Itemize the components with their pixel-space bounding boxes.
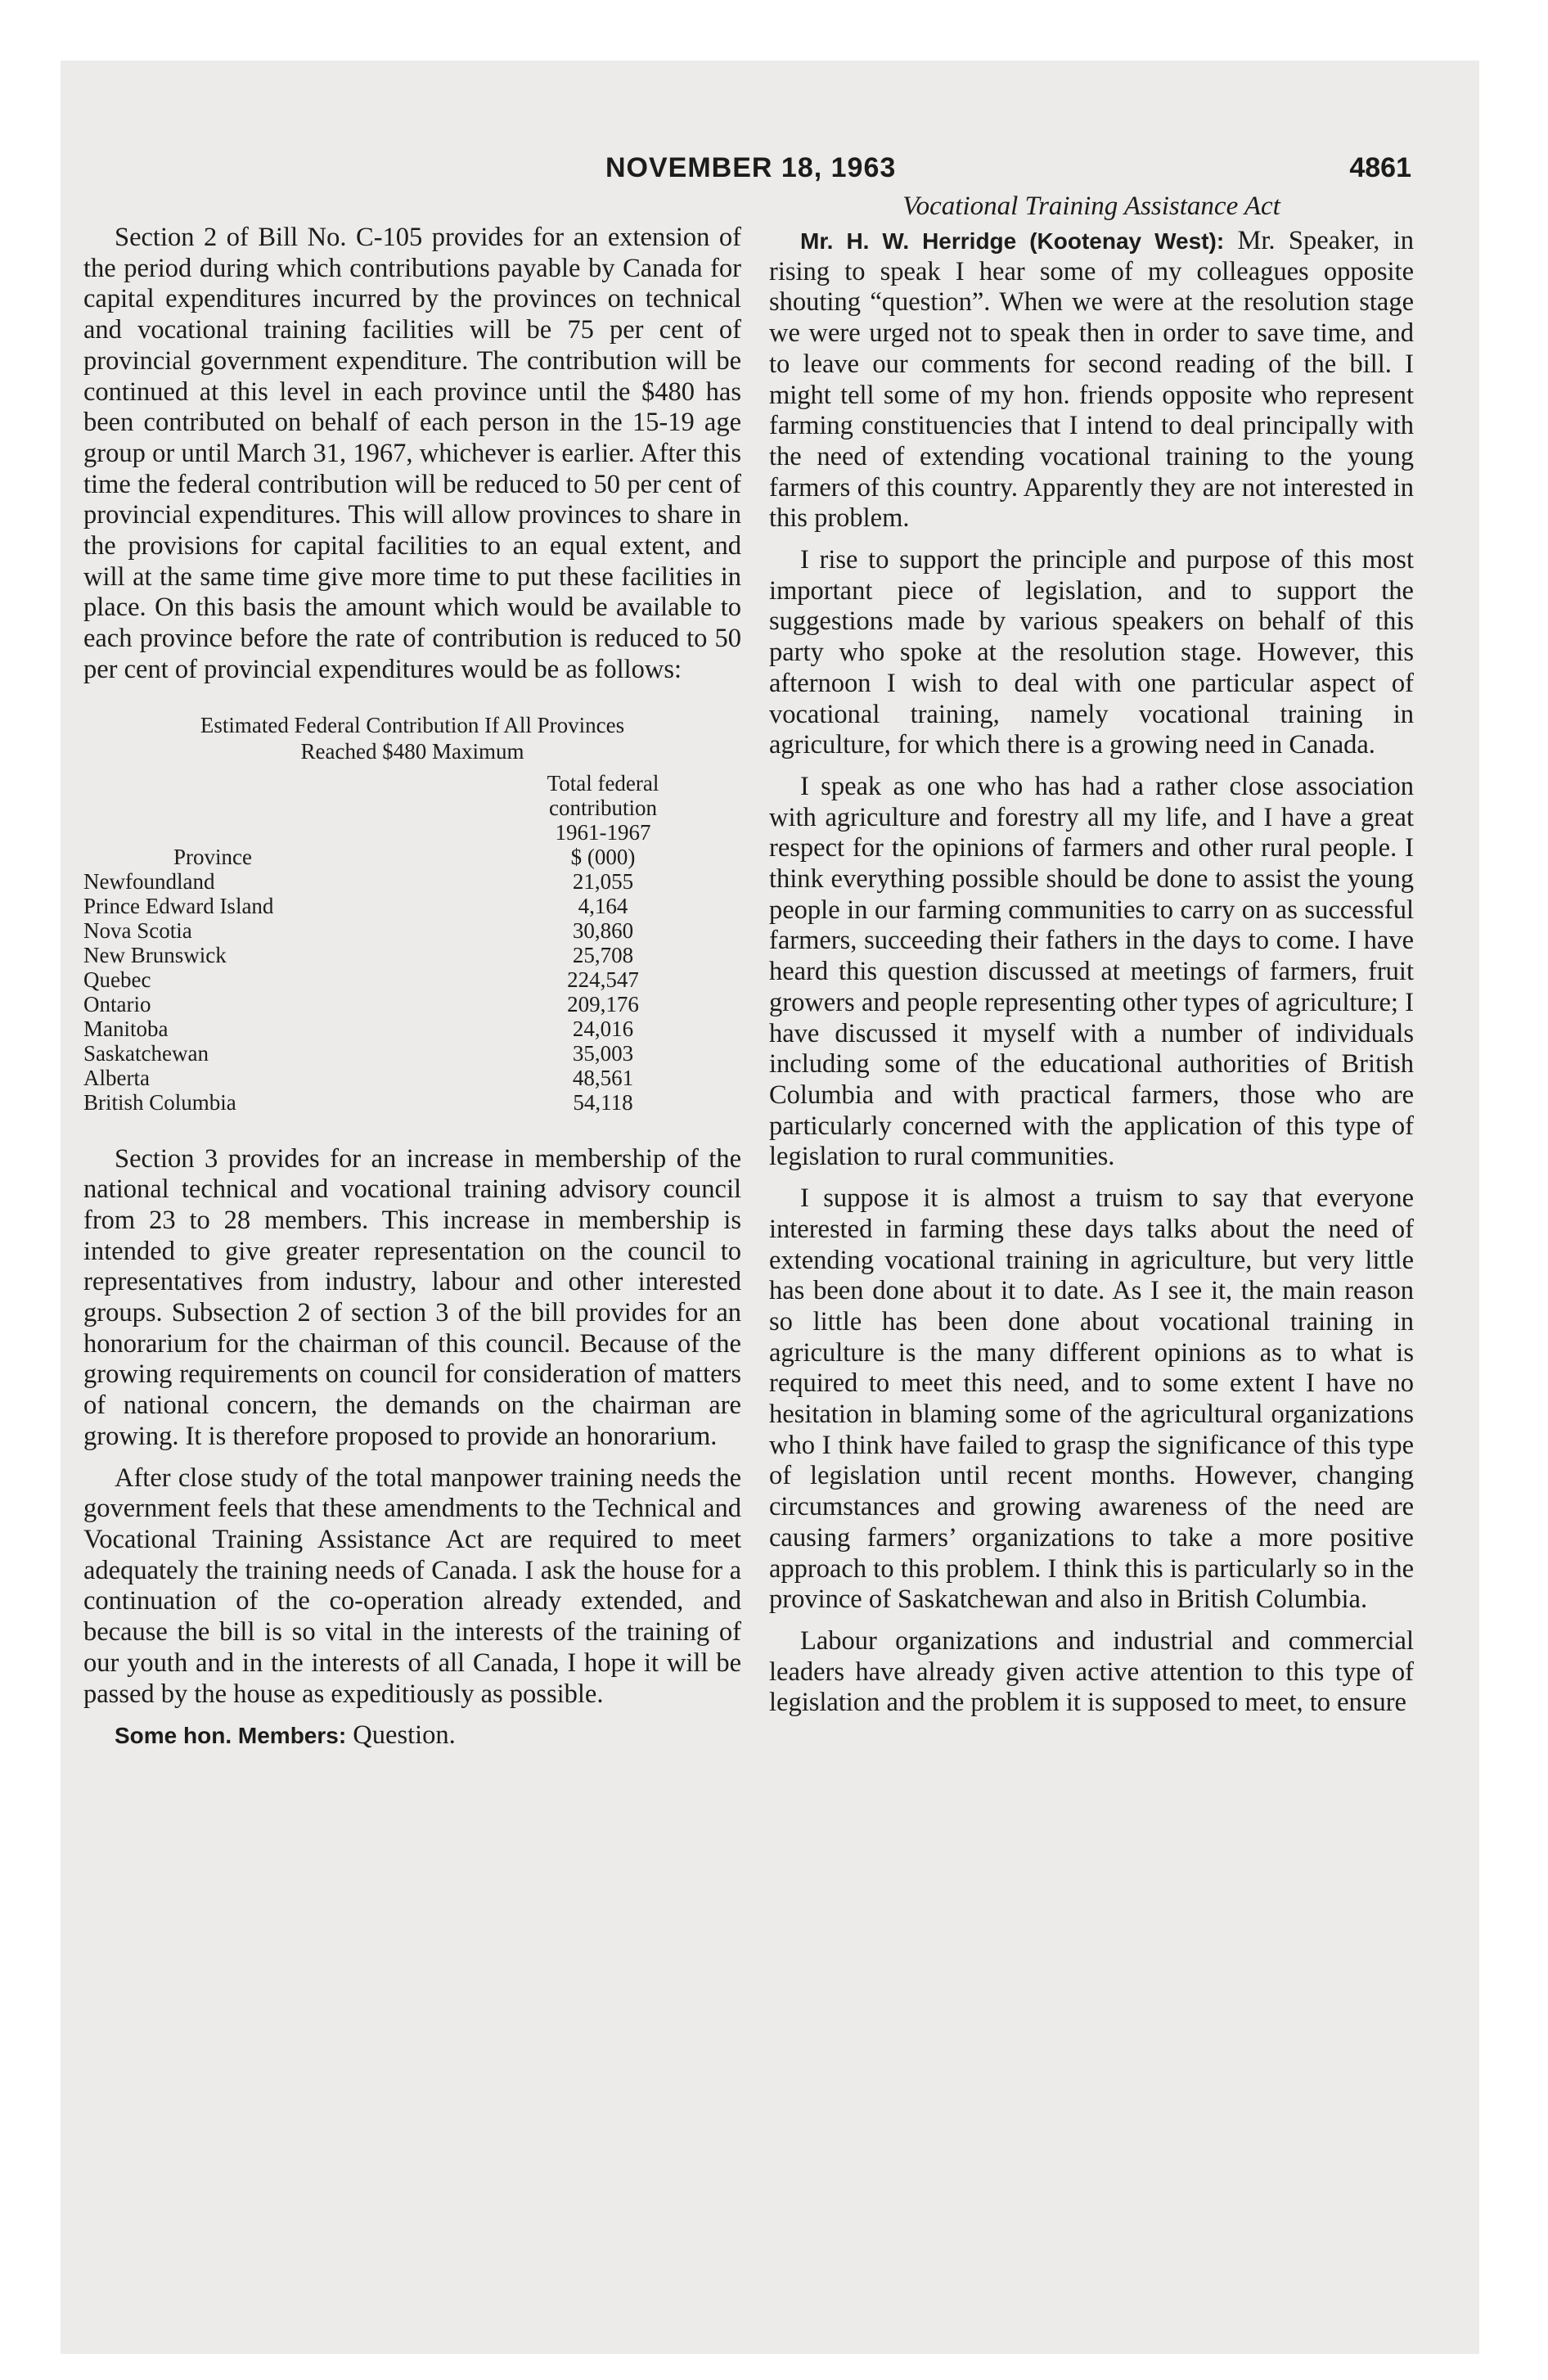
province-value: 24,016 [572, 1016, 634, 1041]
speaker-name: Some hon. Members: [115, 1723, 347, 1749]
header-date: NOVEMBER 18, 1963 [605, 152, 897, 183]
province-value: 48,561 [572, 1065, 634, 1090]
column-header-province: Province [173, 844, 252, 869]
table-title-line-2: Reached $480 Maximum [300, 738, 524, 764]
table-row [83, 992, 705, 1016]
page-number: 4861 [1349, 152, 1411, 183]
table-title [83, 712, 741, 764]
province-name: Quebec [83, 967, 151, 992]
table-row [83, 1041, 705, 1066]
province-value: 25,708 [572, 942, 634, 967]
province-name: Saskatchewan [83, 1040, 209, 1066]
right-paragraph-2: I rise to support the principle and purpose of this most important piece of legislation, and to support the suggestions made by various speakers on behalf of this party who spoke at the resolution stage. However, this afternoon I wish to deal with one particular aspect of vocational training, namely vocational training in agriculture, for which there is a growing need in Canada. [769, 545, 1414, 760]
table-title-line-1: Estimated Federal Contribution If All Provinces [200, 712, 625, 737]
left-paragraph-3: After close study of the total manpower training needs the government feels that these amendments to the Technical and Vocational Training Assistance Act are required to meet adequately the training needs of Canada. I ask the house for a continuation of the co-operation already extended, and because the bill is so vital in the interests of the training of our youth and in the interests of all Canada, I hope it will be passed by the house as expeditiously as possible. [83, 1463, 741, 1709]
speaker-name: Mr. H. W. Herridge (Kootenay West): [800, 228, 1225, 254]
table-row [83, 967, 705, 992]
province-name: Newfoundland [83, 868, 215, 894]
spacer [83, 1115, 741, 1144]
province-value: 209,176 [567, 991, 639, 1016]
page-header [0, 152, 1548, 188]
province-name: Alberta [83, 1065, 150, 1090]
right-paragraph-1 [769, 226, 1414, 534]
table-header-row [83, 771, 705, 869]
province-contribution-table [83, 771, 705, 1115]
column-header-total-line-1: Total federal [547, 770, 659, 796]
right-paragraph-5: Labour organizations and industrial and commercial leaders have already given active attention to this type of legislation and the problem it is supposed to meet, to ensure [769, 1625, 1414, 1718]
province-value: 35,003 [572, 1040, 634, 1066]
left-paragraph-4 [83, 1720, 741, 1751]
province-name: Prince Edward Island [83, 893, 274, 918]
table-row [83, 894, 705, 918]
province-value: 30,860 [572, 917, 634, 943]
province-name: Nova Scotia [83, 917, 192, 943]
right-paragraph-3: I speak as one who has had a rather close association with agriculture and forestry all my life, and I have a great respect for the opinions of farmers and other rural people. I think everything possible should be done to assist the young people in our farming communities to carry on as successful farmers, succeeding their fathers in the days to come. I have heard this question discussed at meetings of farmers, fruit growers and people representing other types of agriculture; I have discussed it myself with a number of individuals including some of the educational authorities of British Columbia and with practical farmers, those who are particularly concerned with the application of this type of legislation to rural communities. [769, 771, 1414, 1172]
right-paragraph-4: I suppose it is almost a truism to say that everyone interested in farming these days talks about the need of extending vocational training in agriculture, but very little has been done about it to date. As I see it, the main reason so little has been done about vocational training in agriculture is the many different opinions as to what is required to meet this need, and to some extent I have no hesitation in blaming some of the agricultural organizations who I think have failed to grasp the significance of this type of legislation until recent months. However, changing circumstances and growing awareness of the need are causing farmers’ organizations to take a more positive approach to this problem. I think this is particularly so in the province of Saskatchewan and also in British Columbia. [769, 1183, 1414, 1615]
left-paragraph-2: Section 3 provides for an increase in membership of the national technical and vocational training advisory council from 23 to 28 members. This increase in membership is intended to give greater representation on the council to representatives from industry, labour and other interested groups. Subsection 2 of section 3 of the bill provides for an honorarium for the chairman of this council. Because of the growing requirements on council for consideration of matters of national concern, the demands on the chairman are growing. It is therefore proposed to provide an honorarium. [83, 1143, 741, 1451]
column-header-total [501, 771, 705, 869]
table-row [83, 1016, 705, 1041]
province-value: 21,055 [572, 868, 634, 894]
column-header-total-line-3: 1961-1967 [555, 819, 651, 845]
left-paragraph-1: Section 2 of Bill No. C-105 provides for an extension of the period during which contributions payable by Canada for capital expenditures incurred by the provinces on technical and vocational training facilities will be 75 per cent of provincial government expenditure. The contribution will be continued at this level in each province until the $480 has been contributed on behalf of each person in the 15-19 age group or until March 31, 1967, whichever is earlier. After this time the federal contribution will be reduced to 50 per cent of provincial expenditures. This will allow provinces to share in the provisions for capital facilities to an equal extent, and will at the same time give more time to put these facilities in place. On this basis the amount which would be available to each province before the rate of contribution is reduced to 50 per cent of provincial expenditures would be as follows: [83, 223, 741, 684]
running-title: Vocational Training Assistance Act [902, 192, 1280, 221]
table-row [83, 1090, 705, 1115]
table-row [83, 1066, 705, 1090]
right-column [769, 192, 1414, 1729]
table-row [83, 869, 705, 894]
province-value: 4,164 [578, 893, 628, 918]
province-value: 54,118 [573, 1089, 633, 1115]
table-row [83, 943, 705, 967]
left-column [83, 223, 741, 1762]
speech-text: Mr. Speaker, in rising to speak I hear some of my colleagues opposite shouting “question”. When we were at the resolution stage we were urged not to speak then in order to save time, and to leave our comments for second reading of the bill. I might tell some of my hon. friends opposite who represent farming constituencies that I intend to deal principally with the need of extending vocational training to the young farmers of this country. Apparently they are not interested in this problem. [769, 226, 1414, 534]
province-name: New Brunswick [83, 942, 227, 967]
column-header-total-line-2: contribution [549, 795, 657, 820]
column-header-total-line-4: $ (000) [570, 844, 636, 869]
province-name: Manitoba [83, 1016, 169, 1041]
province-name: Ontario [83, 991, 151, 1016]
table-row [83, 918, 705, 943]
speech-text: Question. [346, 1720, 456, 1751]
province-value: 224,547 [567, 967, 639, 992]
province-name: British Columbia [83, 1089, 236, 1115]
